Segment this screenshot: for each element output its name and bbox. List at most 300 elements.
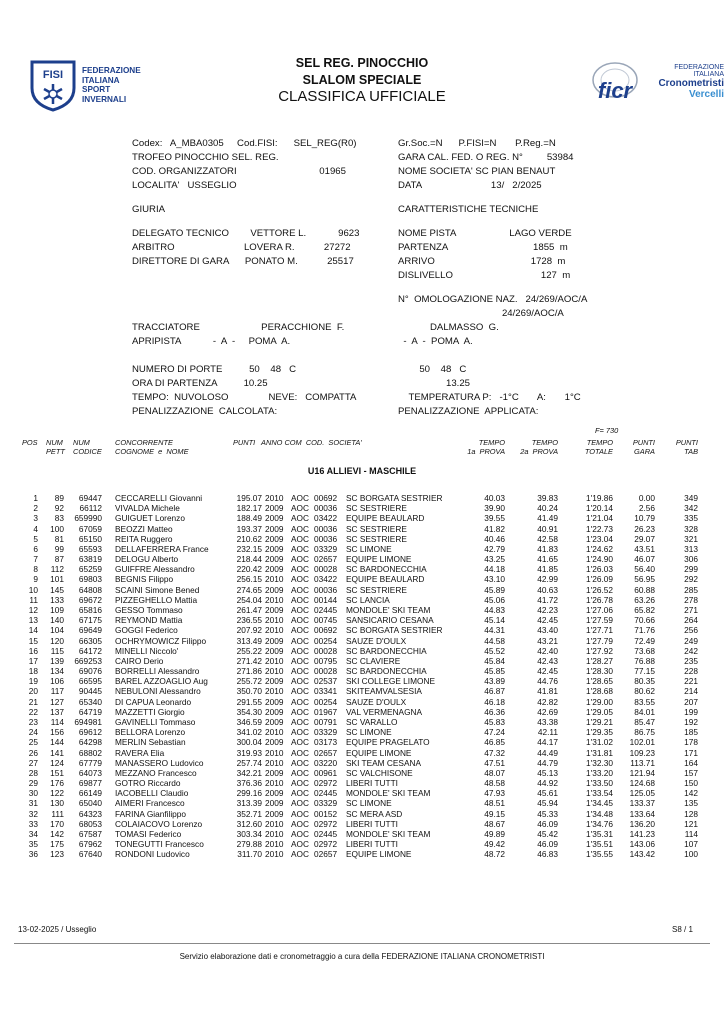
table-cell: 86.75 xyxy=(634,727,655,738)
table-cell: 03173 xyxy=(314,737,338,748)
table-cell: TONEGUTTI Francesco xyxy=(115,839,204,850)
info-line-left: GIURIA xyxy=(132,204,166,215)
table-cell: 67059 xyxy=(78,523,102,534)
info-line-left: PENALIZZAZIONE CALCOLATA: xyxy=(132,406,278,417)
table-cell: 40.63 xyxy=(537,584,558,595)
table-cell: 1'28.65 xyxy=(586,676,613,687)
table-cell: 1'31.02 xyxy=(586,737,613,748)
table-cell: 16 xyxy=(28,645,38,656)
svg-text:ficr: ficr xyxy=(597,78,633,103)
table-cell: SC BARDONECCHIA xyxy=(346,564,427,575)
table-row xyxy=(0,819,724,829)
table-cell: EQUIPE LIMONE xyxy=(346,849,412,860)
table-cell: 354.30 xyxy=(236,706,262,717)
table-cell: 127 xyxy=(50,696,64,707)
info-line-right: PENALIZZAZIONE APPLICATA: xyxy=(398,406,539,417)
table-cell: OCHRYMOWICZ Filippo xyxy=(115,635,207,646)
table-cell: 64172 xyxy=(78,645,102,656)
table-cell: 02445 xyxy=(314,604,338,615)
table-cell: 00036 xyxy=(314,533,338,544)
table-cell: SC SESTRIERE xyxy=(346,523,407,534)
table-cell: EQUIPE LIMONE xyxy=(346,747,412,758)
table-cell: 5 xyxy=(33,533,38,544)
table-cell: SC LIMONE xyxy=(346,543,392,554)
table-cell: 43.51 xyxy=(634,543,655,554)
table-cell: 27 xyxy=(28,757,38,768)
table-cell: 2009 xyxy=(265,604,284,615)
col-header-num-pett: NUM PETT xyxy=(46,438,65,456)
table-cell: 141 xyxy=(50,747,64,758)
table-cell: 2010 xyxy=(265,625,284,636)
table-cell: 694981 xyxy=(74,716,102,727)
table-cell: 271.42 xyxy=(236,655,262,666)
table-cell: 669253 xyxy=(74,655,102,666)
table-cell: 19 xyxy=(28,676,38,687)
table-cell: 41.81 xyxy=(537,686,558,697)
table-cell: 45.42 xyxy=(537,828,558,839)
table-cell: 44.18 xyxy=(484,564,505,575)
table-row xyxy=(0,849,724,859)
table-cell: AOC xyxy=(291,778,309,789)
table-cell: 6 xyxy=(33,543,38,554)
table-cell: 121 xyxy=(684,818,698,829)
table-row xyxy=(0,758,724,768)
table-row xyxy=(0,564,724,574)
category-title: U16 ALLIEVI - MASCHILE xyxy=(307,466,417,476)
table-cell: 64719 xyxy=(78,706,102,717)
table-cell: 42.11 xyxy=(537,727,558,738)
table-cell: 65816 xyxy=(78,604,102,615)
table-cell: 42.99 xyxy=(537,574,558,585)
table-cell: PIZZEGHELLO Mattia xyxy=(115,594,198,605)
table-cell: BELLORA Lorenzo xyxy=(115,727,186,738)
table-cell: 2010 xyxy=(265,574,284,585)
table-cell: 00028 xyxy=(314,564,338,575)
table-cell: 02657 xyxy=(314,849,338,860)
table-cell: 114 xyxy=(684,828,698,839)
table-cell: 112 xyxy=(50,564,64,575)
table-cell: 66305 xyxy=(78,635,102,646)
col-header-pos: POS xyxy=(22,438,38,447)
table-cell: 42.82 xyxy=(537,696,558,707)
table-cell: 2009 xyxy=(265,543,284,554)
table-cell: 44.49 xyxy=(537,747,558,758)
table-cell: AOC xyxy=(291,788,309,799)
info-line-left: LOCALITA' USSEGLIO xyxy=(132,180,237,191)
table-cell: 292 xyxy=(684,574,698,585)
table-cell: MANASSERO Ludovico xyxy=(115,757,204,768)
table-cell: 76.88 xyxy=(634,655,655,666)
info-line-right: ARRIVO 1728 m xyxy=(398,256,566,267)
table-cell: 242 xyxy=(684,645,698,656)
table-cell: 32 xyxy=(28,808,38,819)
table-cell: 02445 xyxy=(314,828,338,839)
table-cell: CECCARELLI Giovanni xyxy=(115,493,203,503)
table-cell: 02657 xyxy=(314,554,338,565)
table-cell: 192 xyxy=(684,716,698,727)
table-cell: 313 xyxy=(684,543,698,554)
table-cell: 02972 xyxy=(314,839,338,850)
table-cell: 0.00 xyxy=(638,493,655,503)
table-cell: 115 xyxy=(50,645,64,656)
table-cell: 2010 xyxy=(265,828,284,839)
table-cell: 2009 xyxy=(265,523,284,534)
info-line-left: NUMERO DI PORTE 50 48 C xyxy=(132,364,297,375)
table-cell: 278 xyxy=(684,594,698,605)
table-cell: 69076 xyxy=(78,666,102,677)
table-cell: 185 xyxy=(684,727,698,738)
table-cell: 03329 xyxy=(314,727,338,738)
table-cell: 46.18 xyxy=(484,696,505,707)
info-line-right: DALMASSO G. xyxy=(398,322,499,333)
table-cell: SAUZE D'OULX xyxy=(346,696,407,707)
table-cell: 2010 xyxy=(265,493,284,503)
table-cell: 44.83 xyxy=(484,604,505,615)
table-cell: 2 xyxy=(33,503,38,514)
table-cell: 342 xyxy=(684,503,698,514)
table-cell: 2010 xyxy=(265,778,284,789)
table-cell: AOC xyxy=(291,523,309,534)
table-cell: 03341 xyxy=(314,686,338,697)
table-row xyxy=(0,625,724,635)
table-cell: 1'31.81 xyxy=(586,747,613,758)
table-cell: 43.21 xyxy=(537,635,558,646)
table-cell: 03329 xyxy=(314,798,338,809)
table-cell: 65040 xyxy=(78,798,102,809)
table-cell: 1'24.90 xyxy=(586,554,613,565)
table-cell: 65150 xyxy=(78,533,102,544)
table-cell: 44.58 xyxy=(484,635,505,646)
table-cell: 109.23 xyxy=(629,747,655,758)
table-cell: 106 xyxy=(50,676,64,687)
table-cell: 40.24 xyxy=(537,503,558,514)
table-cell: 11 xyxy=(29,594,38,605)
table-cell: 67640 xyxy=(78,849,102,860)
table-cell: 1'29.05 xyxy=(586,706,613,717)
table-cell: GUIFFRE Alessandro xyxy=(115,564,195,575)
col-header-punti-gara: PUNTI GARA xyxy=(632,438,655,456)
table-cell: 232.15 xyxy=(236,543,262,554)
table-row xyxy=(0,717,724,727)
table-cell: 2010 xyxy=(265,655,284,666)
table-row xyxy=(0,534,724,544)
table-cell: 67175 xyxy=(78,615,102,626)
table-cell: 92 xyxy=(54,503,64,514)
table-cell: 2009 xyxy=(265,737,284,748)
table-cell: BEOZZI Matteo xyxy=(115,523,173,534)
table-cell: AOC xyxy=(291,533,309,544)
table-cell: 352.71 xyxy=(236,808,262,819)
info-line-right: DISLIVELLO 127 m xyxy=(398,270,571,281)
table-cell: AOC xyxy=(291,625,309,636)
table-cell: 67587 xyxy=(78,828,102,839)
table-cell: 1'23.04 xyxy=(586,533,613,544)
table-cell: 00152 xyxy=(314,808,338,819)
table-cell: 25 xyxy=(28,737,38,748)
table-cell: 02972 xyxy=(314,778,338,789)
table-cell: GOTRO Riccardo xyxy=(115,778,181,789)
info-line-right: 24/269/AOC/A xyxy=(398,308,564,319)
table-cell: LIBERI TUTTI xyxy=(346,818,398,829)
footer-date-place: 13-02-2025 / Usseglio xyxy=(18,925,97,934)
info-line-right: CARATTERISTICHE TECNICHE xyxy=(398,204,539,215)
table-cell: 42.40 xyxy=(537,645,558,656)
table-cell: 335 xyxy=(684,513,698,524)
table-cell: 43.38 xyxy=(537,716,558,727)
table-cell: 21 xyxy=(28,696,38,707)
table-cell: 24 xyxy=(28,727,38,738)
table-cell: 43.89 xyxy=(484,676,505,687)
table-cell: 1'29.21 xyxy=(586,716,613,727)
table-cell: 39.55 xyxy=(484,513,505,524)
table-cell: 47.24 xyxy=(484,727,505,738)
table-cell: 175 xyxy=(50,839,64,850)
table-cell: 45.94 xyxy=(537,798,558,809)
table-cell: 218.44 xyxy=(236,554,262,565)
table-cell: 313.49 xyxy=(236,635,262,646)
table-cell: 47.32 xyxy=(484,747,505,758)
table-cell: SC BARDONECCHIA xyxy=(346,645,427,656)
footer-credit: Servizio elaborazione dati e cronometraggio a cura della FEDERAZIONE ITALIANA CRONOMETRISTI xyxy=(179,952,545,961)
table-cell: AOC xyxy=(291,615,309,626)
table-cell: 1'29.00 xyxy=(586,696,613,707)
table-cell: 45.06 xyxy=(484,594,505,605)
table-cell: 45.13 xyxy=(537,767,558,778)
table-cell: 117 xyxy=(50,686,64,697)
table-cell: 104 xyxy=(50,625,64,636)
table-cell: 69612 xyxy=(78,727,102,738)
table-cell: 1'33.54 xyxy=(586,788,613,799)
table-row xyxy=(0,707,724,717)
table-row xyxy=(0,748,724,758)
table-cell: AOC xyxy=(291,747,309,758)
table-cell: 285 xyxy=(684,584,698,595)
table-cell: 236.55 xyxy=(236,615,262,626)
table-cell: 256.15 xyxy=(236,574,262,585)
table-cell: 40.03 xyxy=(484,493,505,503)
svg-text:FISI: FISI xyxy=(42,69,64,81)
table-cell: 42.45 xyxy=(537,666,558,677)
table-cell: MERLIN Sebastian xyxy=(115,737,186,748)
table-row xyxy=(0,727,724,737)
table-cell: 35 xyxy=(28,839,38,850)
table-cell: 137 xyxy=(50,706,64,717)
table-cell: 1'26.52 xyxy=(586,584,613,595)
table-cell: 68053 xyxy=(78,818,102,829)
table-cell: 10 xyxy=(28,584,38,595)
table-cell: AOC xyxy=(291,696,309,707)
table-cell: SC BORGATA SESTRIER xyxy=(346,493,443,503)
table-cell: SC LIMONE xyxy=(346,727,392,738)
table-cell: 63.26 xyxy=(634,594,655,605)
table-cell: 1'20.14 xyxy=(586,503,613,514)
table-cell: 164 xyxy=(684,757,698,768)
table-cell: 210.62 xyxy=(236,533,262,544)
table-cell: 34 xyxy=(28,828,38,839)
table-cell: 271 xyxy=(684,604,698,615)
table-cell: 1'26.78 xyxy=(586,594,613,605)
table-cell: AOC xyxy=(291,594,309,605)
table-cell: 45.52 xyxy=(484,645,505,656)
table-cell: 81 xyxy=(54,533,64,544)
table-cell: 102.01 xyxy=(629,737,655,748)
table-cell: 00745 xyxy=(314,615,338,626)
title-line-2: SLALOM SPECIALE xyxy=(302,73,422,87)
table-cell: 66112 xyxy=(79,503,102,514)
table-cell: 02445 xyxy=(314,788,338,799)
info-line-left: DELEGATO TECNICO VETTORE L. 9623 xyxy=(132,228,360,239)
table-cell: SC CLAVIERE xyxy=(346,655,401,666)
table-cell: 346.59 xyxy=(236,716,262,727)
table-cell: SC VALCHISONE xyxy=(346,767,413,778)
table-row xyxy=(0,615,724,625)
table-cell: AOC xyxy=(291,737,309,748)
ficr-logo-icon xyxy=(585,58,645,108)
table-cell: SKI TEAM CESANA xyxy=(346,757,422,768)
table-row xyxy=(0,839,724,849)
table-cell: 00028 xyxy=(314,645,338,656)
table-cell: AOC xyxy=(291,818,309,829)
table-cell: 113.71 xyxy=(630,757,655,768)
table-cell: 46.09 xyxy=(537,839,558,850)
table-cell: 1'35.55 xyxy=(586,849,613,860)
info-line-left: APRIPISTA - A - POMA A. xyxy=(132,336,291,347)
table-cell: 63819 xyxy=(78,554,102,565)
table-cell: AOC xyxy=(291,543,309,554)
table-cell: 10.79 xyxy=(634,513,655,524)
table-cell: SC SESTRIERE xyxy=(346,584,407,595)
table-cell: 141.23 xyxy=(629,828,655,839)
table-cell: 45.84 xyxy=(484,655,505,666)
table-cell: 145 xyxy=(50,584,64,595)
table-cell: 220.42 xyxy=(236,564,262,575)
table-cell: EQUIPE PRAGELATO xyxy=(346,737,430,748)
table-row xyxy=(0,544,724,554)
table-cell: 101 xyxy=(50,574,64,585)
table-cell: 41.83 xyxy=(537,543,558,554)
table-cell: 48.07 xyxy=(484,767,505,778)
info-line-right: 13.25 xyxy=(398,378,470,389)
table-cell: 176 xyxy=(50,778,64,789)
table-cell: 1'33.20 xyxy=(586,767,613,778)
table-cell: 264 xyxy=(684,615,698,626)
table-row xyxy=(0,809,724,819)
table-cell: 342.21 xyxy=(236,767,262,778)
table-cell: 01967 xyxy=(314,706,338,717)
table-cell: GESSO Tommaso xyxy=(115,604,183,615)
table-cell: 1'22.73 xyxy=(586,523,613,534)
table-cell: 121.94 xyxy=(629,767,655,778)
table-cell: AOC xyxy=(291,493,309,503)
table-cell: 279.88 xyxy=(236,839,262,850)
table-cell: AIMERI Francesco xyxy=(115,798,185,809)
table-cell: 18 xyxy=(28,666,38,677)
table-cell: 142 xyxy=(684,788,698,799)
table-cell: 46.09 xyxy=(537,818,558,829)
table-cell: GOGGI Federico xyxy=(115,625,178,636)
table-cell: 228 xyxy=(684,666,698,677)
table-cell: 49.15 xyxy=(484,808,505,819)
table-cell: AOC xyxy=(291,686,309,697)
table-cell: MONDOLE' SKI TEAM xyxy=(346,604,431,615)
table-cell: AOC xyxy=(291,839,309,850)
table-cell: 321 xyxy=(684,533,698,544)
table-cell: 00961 xyxy=(314,767,338,778)
table-cell: 44.92 xyxy=(537,778,558,789)
table-cell: 1 xyxy=(33,493,38,503)
table-cell: 313.39 xyxy=(236,798,262,809)
table-cell: 45.61 xyxy=(537,788,558,799)
table-cell: 00795 xyxy=(314,655,338,666)
table-cell: 42.69 xyxy=(537,706,558,717)
table-cell: AOC xyxy=(291,706,309,717)
table-cell: 00144 xyxy=(314,594,338,605)
table-cell: 3 xyxy=(33,513,38,524)
table-cell: 1'35.31 xyxy=(586,828,613,839)
table-cell: 70.66 xyxy=(634,615,655,626)
table-cell: 341.02 xyxy=(236,727,262,738)
table-cell: SC LIMONE xyxy=(346,798,392,809)
table-cell: 255.72 xyxy=(236,676,262,687)
table-cell: IACOBELLI Claudio xyxy=(115,788,189,799)
table-cell: 23 xyxy=(28,716,38,727)
table-cell: MAZZETTI Giorgio xyxy=(115,706,185,717)
table-cell: 00692 xyxy=(314,493,338,503)
table-row xyxy=(0,636,724,646)
table-cell: 274.65 xyxy=(236,584,262,595)
table-cell: 28 xyxy=(28,767,38,778)
table-cell: 2009 xyxy=(265,706,284,717)
table-cell: 47.93 xyxy=(484,788,505,799)
table-cell: 1'24.62 xyxy=(586,543,613,554)
table-cell: 48.72 xyxy=(484,849,505,860)
table-cell: 100 xyxy=(50,523,64,534)
table-cell: 2009 xyxy=(265,513,284,524)
table-cell: 46.07 xyxy=(634,554,655,565)
table-cell: 03422 xyxy=(314,574,338,585)
table-cell: SC SESTRIERE xyxy=(346,533,407,544)
info-line-right: - A - POMA A. xyxy=(398,336,473,347)
table-cell: LIBERI TUTTI xyxy=(346,839,398,850)
table-row xyxy=(0,778,724,788)
table-cell: 300.04 xyxy=(236,737,262,748)
table-cell: 90445 xyxy=(78,686,102,697)
table-cell: 123 xyxy=(50,849,64,860)
table-cell: AOC xyxy=(291,849,309,860)
table-cell: 1'34.76 xyxy=(586,818,613,829)
table-cell: 311.70 xyxy=(237,849,262,860)
table-cell: 171 xyxy=(684,747,698,758)
table-cell: 64298 xyxy=(78,737,102,748)
info-line-right: NOME PISTA LAGO VERDE xyxy=(398,228,572,239)
table-row xyxy=(0,595,724,605)
table-cell: 2009 xyxy=(265,584,284,595)
table-cell: 207 xyxy=(684,696,698,707)
table-cell: AOC xyxy=(291,604,309,615)
table-cell: 350.70 xyxy=(236,686,262,697)
table-cell: 44.79 xyxy=(537,757,558,768)
table-cell: 43.25 xyxy=(484,554,505,565)
table-cell: 254.04 xyxy=(236,594,262,605)
table-cell: 2009 xyxy=(265,696,284,707)
table-cell: REYMOND Mattia xyxy=(115,615,183,626)
table-cell: 125.05 xyxy=(629,788,655,799)
table-cell: 00036 xyxy=(314,523,338,534)
table-cell: 17 xyxy=(28,655,38,666)
table-cell: 39.90 xyxy=(484,503,505,514)
table-cell: FARINA Gianfilippo xyxy=(115,808,187,819)
table-cell: 66149 xyxy=(78,788,102,799)
